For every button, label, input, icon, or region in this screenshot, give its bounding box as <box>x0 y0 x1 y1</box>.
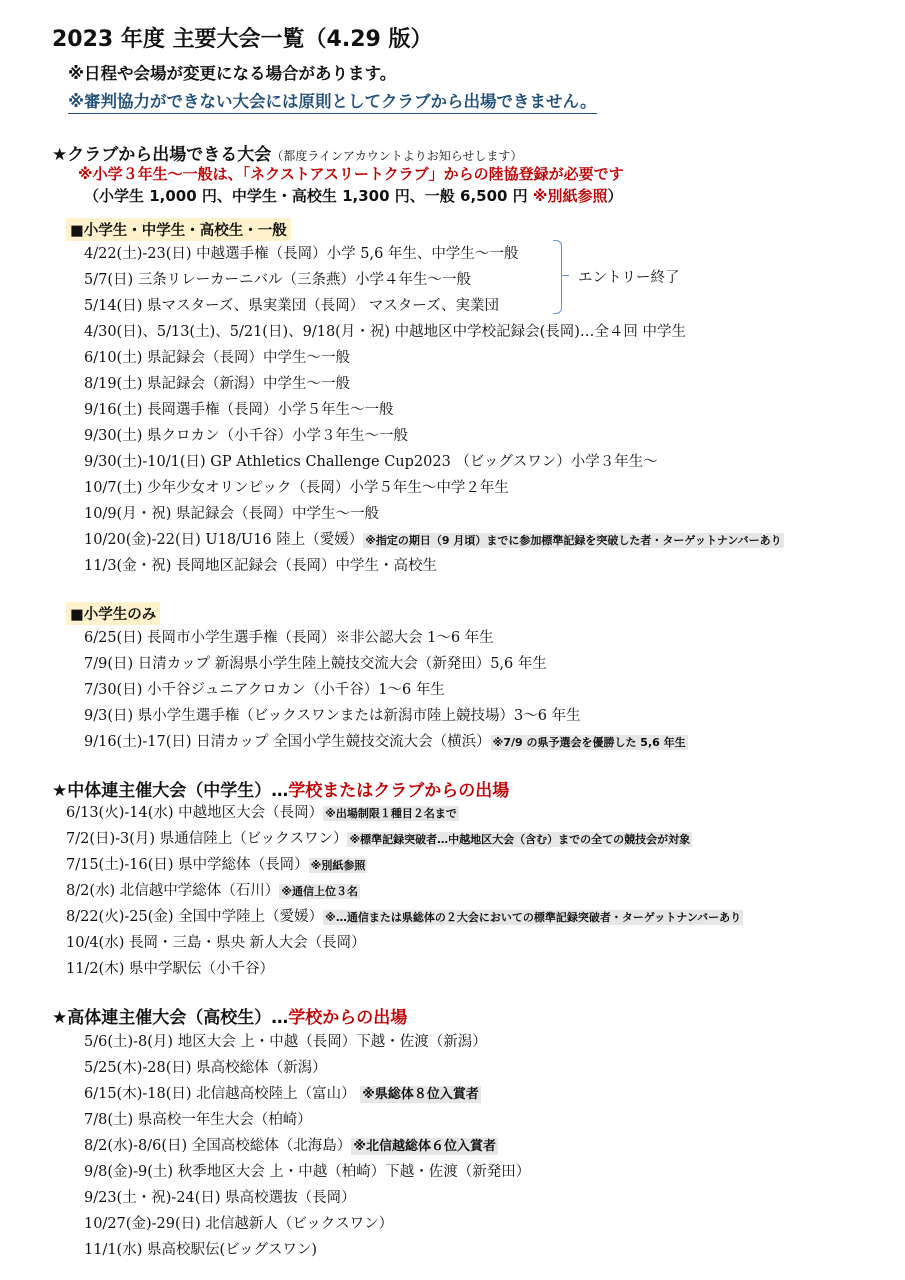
list-item: 11/1(水) 県高校駅伝(ビッグスワン) <box>84 1242 318 1258</box>
list-item: 11/2(木) 県中学駅伝（小千谷） <box>66 961 274 977</box>
entry-closed-label: エントリー終了 <box>578 270 680 286</box>
event-note: ※出場制限１種目２名まで <box>325 807 457 820</box>
referee-note: ※審判協力ができない大会には原則としてクラブから出場できません。 <box>68 88 597 114</box>
list-item: 9/16(土) 長岡選手権（長岡）小学５年生～一般 <box>84 402 394 418</box>
list-item: 10/20(金)-22(日) U18/U16 陸上（愛媛） ※指定の期日（9 月頃）までに参加標準記録を突破した者・ターゲットナンバーあり <box>84 532 782 548</box>
list-item: 9/8(金)-9(土) 秋季地区大会 上・中越（柏崎）下越・佐渡（新発田） <box>84 1164 531 1180</box>
list-item: 10/27(金)-29(日) 北信越新人（ビックスワン） <box>84 1216 394 1232</box>
list-item: 6/13(火)-14(水) 中越地区大会（長岡） ※出場制限１種目２名まで <box>66 805 457 821</box>
list-item: 9/30(土) 県クロカン（小千谷）小学３年生～一般 <box>84 428 408 444</box>
list-item: 10/4(水) 長岡・三島・県央 新人大会（長岡） <box>66 935 366 951</box>
event-note: ※別紙参照 <box>310 859 366 872</box>
club-heading-text: ★クラブから出場できる大会 <box>52 145 272 165</box>
list-item: 8/22(火)-25(金) 全国中学陸上（愛媛） ※…通信または県総体の２大会においての標準記録突破者・ターゲットナンバーあり <box>66 909 742 925</box>
list-item: 5/25(木)-28(日) 県高校総体（新潟） <box>84 1060 327 1076</box>
price-close: ） <box>607 187 623 205</box>
club-section-heading <box>52 140 522 165</box>
high-section-heading: ★高体連主催大会（高校生）…学校からの出場 <box>52 1008 408 1028</box>
junior-section-heading: ★中体連主催大会（中学生）…学校またはクラブからの出場 <box>52 781 510 801</box>
list-item: 11/3(金・祝) 長岡地区記録会（長岡）中学生・高校生 <box>84 558 437 574</box>
list-item: 9/3(日) 県小学生選手権（ビックスワンまたは新潟市陸上競技場）3～6 年生 <box>84 708 581 724</box>
event-note: ※標準記録突破者…中越地区大会（含む）までの全ての競技会が対象 <box>349 833 691 846</box>
event-note: ※…通信または県総体の２大会においての標準記録突破者・ターゲットナンバーあり <box>325 911 742 924</box>
event-note: ※指定の期日（9 月頃）までに参加標準記録を突破した者・ターゲットナンバーあり <box>365 534 782 547</box>
event-note: ※北信越総体６位入賞者 <box>353 1139 496 1154</box>
list-item: 6/15(木)-18(日) 北信越高校陸上（富山） ※県総体８位入賞者 <box>84 1086 479 1102</box>
group-elementary-label: ■小学生のみ <box>66 602 160 625</box>
list-item: 6/25(日) 長岡市小学生選手権（長岡）※非公認大会 1～6 年生 <box>84 630 494 646</box>
list-item: 7/9(日) 日清カップ 新潟県小学生陸上競技交流大会（新発田）5,6 年生 <box>84 656 547 672</box>
list-item: 7/2(日)-3(月) 県通信陸上（ビックスワン） ※標準記録突破者…中越地区大会（含む）までの全ての競技会が対象 <box>66 831 691 847</box>
list-item: 7/30(日) 小千谷ジュニアクロカン（小千谷）1～6 年生 <box>84 682 445 698</box>
event-note: ※7/9 の県予選会を優勝した 5,6 年生 <box>492 736 686 749</box>
event-note: ※通信上位３名 <box>281 885 358 898</box>
group-all-ages-label: ■小学生・中学生・高校生・一般 <box>66 218 291 241</box>
schedule-change-note: ※日程や会場が変更になる場合があります。 <box>68 64 397 83</box>
price-ref: ※別紙参照 <box>532 187 608 205</box>
event-note: ※県総体８位入賞者 <box>362 1087 479 1102</box>
list-item: 8/19(土) 県記録会（新潟）中学生～一般 <box>84 376 350 392</box>
list-item: 5/7(日) 三条リレーカーニバル（三条燕）小学４年生～一般 <box>84 272 471 288</box>
list-item: 4/30(日)、5/13(土)、5/21(日)、9/18(月・祝) 中越地区中学校記録会(長岡)…全４回 中学生 <box>84 324 687 340</box>
entry-brace-tip <box>561 275 569 276</box>
list-item: 9/23(土・祝)-24(日) 県高校選抜（長岡） <box>84 1190 356 1206</box>
list-item: 5/14(日) 県マスターズ、県実業団（長岡） マスターズ、実業団 <box>84 298 500 314</box>
price-text: （小学生 1,000 円、中学生・高校生 1,300 円、一般 6,500 円 <box>84 187 528 205</box>
list-item: 9/30(土)-10/1(日) GP Athletics Challenge Cup2023 （ビッグスワン）小学３年生～ <box>84 454 658 470</box>
page-title: 2023 年度 主要大会一覧（4.29 版） <box>52 27 433 52</box>
club-heading-small: （都度ラインアカウントよりお知らせします） <box>271 149 523 163</box>
list-item: 9/16(土)-17(日) 日清カップ 全国小学生競技交流大会（横浜） ※7/9 の県予選会を優勝した 5,6 年生 <box>84 734 686 750</box>
list-item: 6/10(土) 県記録会（長岡）中学生～一般 <box>84 350 350 366</box>
price-line <box>84 185 623 206</box>
list-item: 4/22(土)-23(日) 中越選手権（長岡）小学 5,6 年生、中学生～一般 <box>84 246 519 262</box>
list-item: 7/8(土) 県高校一年生大会（柏崎） <box>84 1112 312 1128</box>
list-item: 5/6(土)-8(月) 地区大会 上・中越（長岡）下越・佐渡（新潟） <box>84 1034 487 1050</box>
registration-note: ※小学３年生～一般は、「ネクストアスリートクラブ」からの陸協登録が必要です <box>78 165 624 183</box>
entry-brace <box>553 240 562 314</box>
list-item: 10/9(月・祝) 県記録会（長岡）中学生～一般 <box>84 506 379 522</box>
list-item: 7/15(土)-16(日) 県中学総体（長岡） ※別紙参照 <box>66 857 366 873</box>
list-item: 8/2(水)-8/6(日) 全国高校総体（北海島） ※北信越総体６位入賞者 <box>84 1138 496 1154</box>
list-item: 10/7(土) 少年少女オリンピック（長岡）小学５年生～中学２年生 <box>84 480 509 496</box>
list-item: 8/2(水) 北信越中学総体（石川） ※通信上位３名 <box>66 883 358 899</box>
